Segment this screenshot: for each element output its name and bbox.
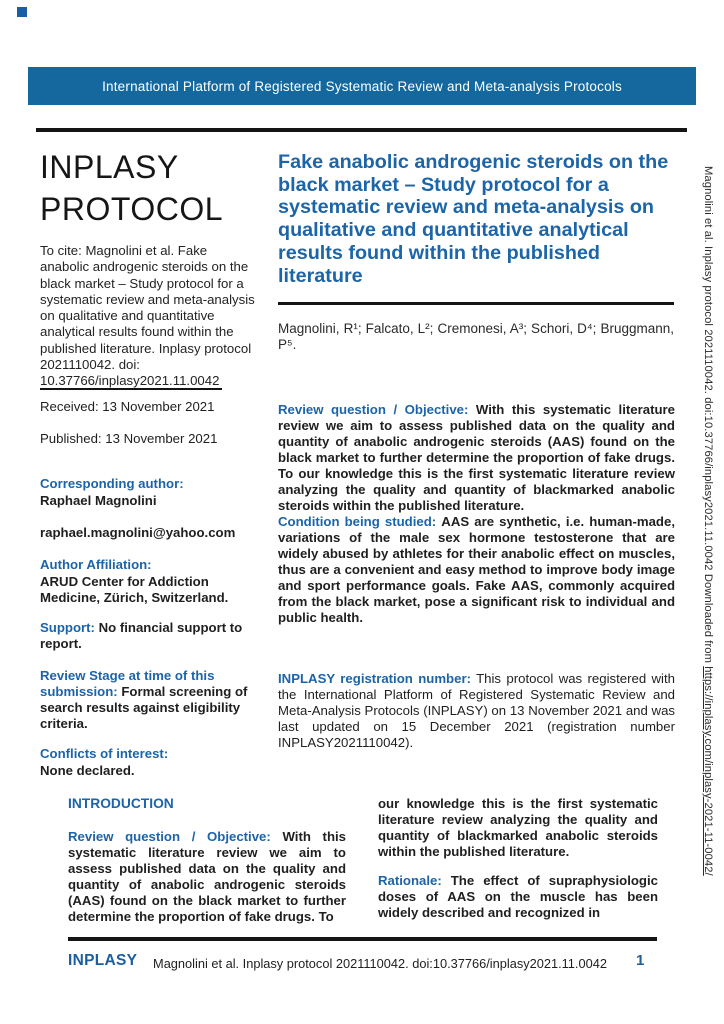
registration-label: INPLASY registration number: [278,671,471,686]
review-stage-text: Formal screening of search results against eligibility criteria. [40,684,248,731]
review-question-text: With this systematic literature review we aim to assess published data on the quality and quantity of anabolic androgenic steroids (AAS) found on the black market to further determine the proportion of fake drugs. To our knowledge this is the first systematic literature review analyzing the quality and quantity of blackmarked anabolic steroids within the published literature. [278,402,675,513]
corresponding-author-name: Raphael Magnolini [40,493,157,508]
corresponding-author-label: Corresponding author: [40,476,184,491]
left-column-divider [40,388,222,390]
masthead [40,146,223,230]
support-label: Support: [40,620,95,635]
page-corner-marker [17,7,27,17]
conflicts-label: Conflicts of interest: [40,746,169,761]
affiliation-label: Author Affiliation: [40,557,152,572]
introduction-column-2 [378,796,658,921]
registration-paragraph [278,671,675,751]
received-date: Received: 13 November 2021 [40,399,215,414]
condition-text: AAS are synthetic, i.e. human-made, variations of the male sex hormone testosterone that are widely abused by athletes for their anabolic effect on muscles, thus are a convenient and easy method to improve body image and sport performance goals. Fake AAS, commonly acquired from the black market, pose a significant risk to individual and public health. [278,514,675,625]
footer-logo: INPLASY [68,952,138,969]
affiliation-text: ARUD Center for Addiction Medicine, Zürich, Switzerland. [40,574,229,605]
journal-banner [28,67,696,105]
abstract-section [278,402,675,626]
published-date: Published: 13 November 2021 [40,431,218,446]
review-question-label: Review question / Objective: [278,402,469,417]
masthead-line2: PROTOCOL [40,191,223,227]
title-divider [278,302,674,305]
intro-review-question-label: Review question / Objective: [68,829,271,844]
registration-text: This protocol was registered with the International Platform of Registered Systematic Review and Meta-Analysis Protocols (INPLASY) on 13 November 2021 and was last updated on 15 December 2021 (registration number INPLASY2021110042). [278,671,675,750]
introduction-column-1 [68,829,346,925]
review-stage-statement [40,668,258,732]
vertical-sidebar-citation [702,166,714,976]
sidebar-download-link[interactable]: https://inplasy.com/inplasy-2021-11-0042/ [702,666,714,876]
rationale-paragraph [378,873,658,921]
header-divider [36,128,687,132]
introduction-heading: INTRODUCTION [68,796,174,811]
support-text: No financial support to report. [40,620,243,651]
footer-divider [68,937,657,941]
conflicts-text: None declared. [40,763,135,778]
condition-paragraph [278,514,675,626]
author-list: Magnolini, R¹; Falcato, L²; Cremonesi, A³; Schori, D⁴; Bruggmann, P⁵. [278,321,674,352]
article-title: Fake anabolic androgenic steroids on the black market – Study protocol for a systematic review and meta-analysis on qualitative and quantitative analytical results found within the published literature [278,151,669,287]
citation-block: To cite: Magnolini et al. Fake anabolic androgenic steroids on the black market – Study protocol for a systematic review and meta-analysis on qualitative and quantitative analytical results found within the published literature. Inplasy protocol 2021110042. doi: 10.37766/inplasy2021.11.0042 [40,243,255,389]
author-email[interactable]: raphael.magnolini@yahoo.com [40,525,236,540]
sidebar-citation-text: Magnolini et al. Inplasy protocol 2021110042. doi:10.37766/inplasy2021.11.0042 Downloaded from [702,166,714,667]
rationale-label: Rationale: [378,873,442,888]
rationale-text: The effect of supraphysiologic doses of AAS on the muscle has been widely described and recognized in [378,873,658,920]
page-number: 1 [636,952,645,969]
review-question-paragraph [278,402,675,514]
condition-label: Condition being studied: [278,514,437,529]
review-stage-label: Review Stage at time of this submission: [40,668,215,699]
footer-citation: Magnolini et al. Inplasy protocol 2021110042. doi:10.37766/inplasy2021.11.0042 [153,956,607,971]
support-statement [40,620,258,652]
intro-review-question-text: With this systematic literature review we aim to assess published data on the quality and quantity of anabolic androgenic steroids (AAS) found on the black market to further determine the proportion of fake drugs. To [68,829,346,924]
intro-continuation-text: our knowledge this is the first systematic literature review analyzing the quality and quantity of blackmarked anabolic steroids within the published literature. [378,796,658,859]
masthead-line1: INPLASY [40,149,179,185]
journal-banner-text: International Platform of Registered Systematic Review and Meta-analysis Protocols [102,78,622,94]
